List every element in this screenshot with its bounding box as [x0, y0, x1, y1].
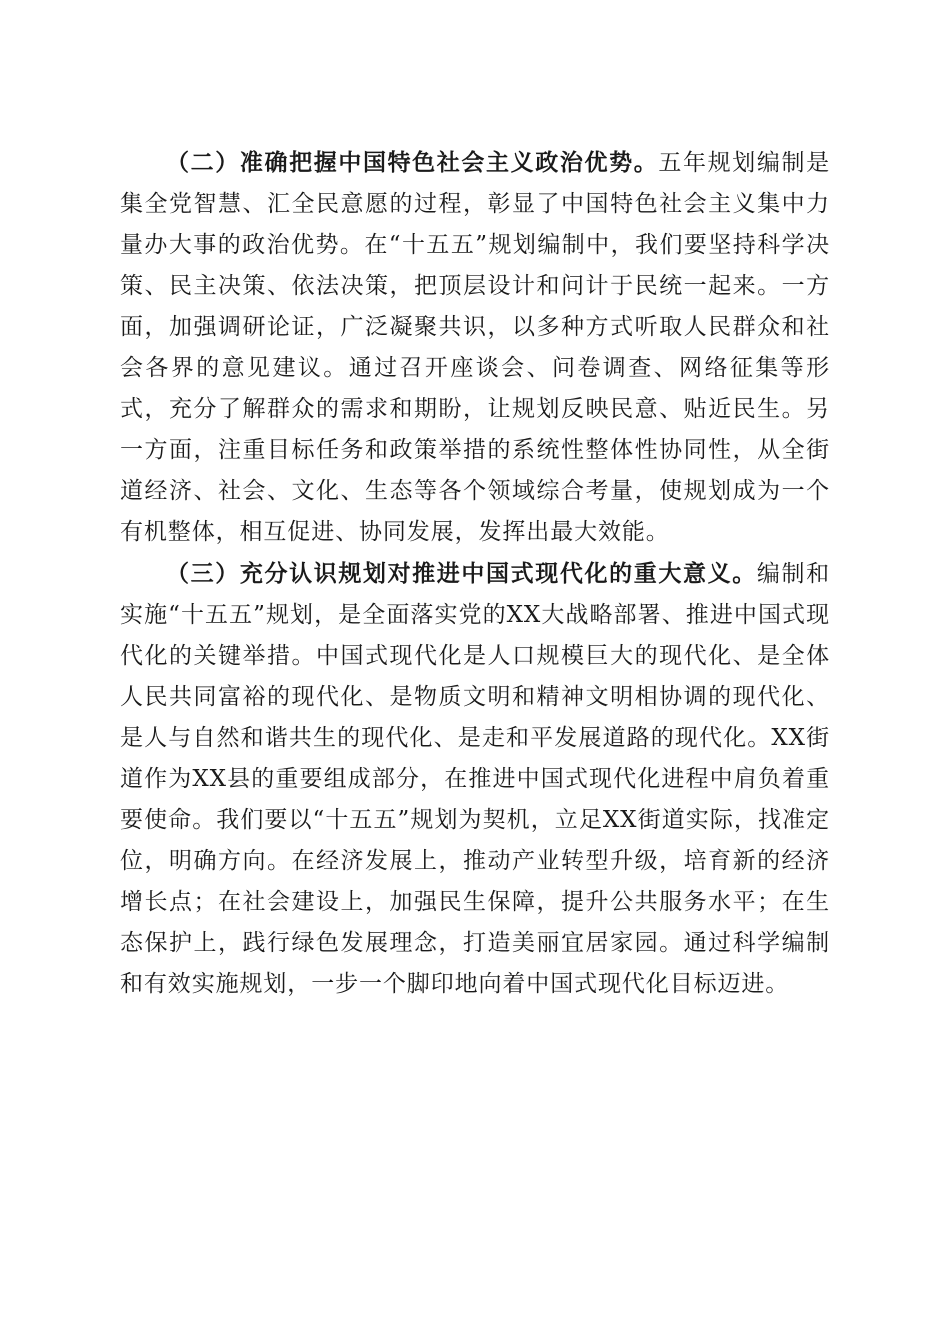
paragraph-text-3: 编制和实施“十五五”规划，是全面落实党的XX大战略部署、推进中国式现代化的关键举措。中国式现代化是人口规模巨大的现代化、是全体人民共同富裕的现代化、是物质文明和精神文明相协调的现代化、是人与自然和谐共生的现代化、是走和平发展道路的现代化。XX街道作为XX县的重要组成部分，在推进中国式现代化进程中肩负着重要使命。我们要以“十五五”规划为契机，立足XX街道实际，找准定位，明确方向。在经济发展上，推动产业转型升级，培育新的经济增长点；在社会建设上，加强民生保障，提升公共服务水平；在生态保护上，践行绿色发展理念，打造美丽宜居家园。通过科学编制和有效实施规划，一步一个脚印地向着中国式现代化目标迈进。: [120, 561, 830, 997]
paragraph-modernization-significance: [120, 553, 830, 1005]
section-heading-3: （三）充分认识规划对推进中国式现代化的重大意义。: [166, 560, 757, 587]
paragraph-text-2: 五年规划编制是集全党智慧、汇全民意愿的过程，彰显了中国特色社会主义集中力量办大事的政治优势。在“十五五”规划编制中，我们要坚持科学决策、民主决策、依法决策，把顶层设计和问计于民统一起来。一方面，加强调研论证，广泛凝聚共识，以多种方式听取人民群众和社会各界的意见建议。通过召开座谈会、问卷调查、网络征集等形式，充分了解群众的需求和期盼，让规划反映民意、贴近民生。另一方面，注重目标任务和政策举措的系统性整体性协同性，从全街道经济、社会、文化、生态等各个领域综合考量，使规划成为一个有机整体，相互促进、协同发展，发挥出最大效能。: [120, 150, 830, 545]
paragraph-political-advantage: [120, 142, 830, 553]
document-body: [120, 142, 830, 1005]
section-heading-2: （二）准确把握中国特色社会主义政治优势。: [166, 149, 659, 176]
